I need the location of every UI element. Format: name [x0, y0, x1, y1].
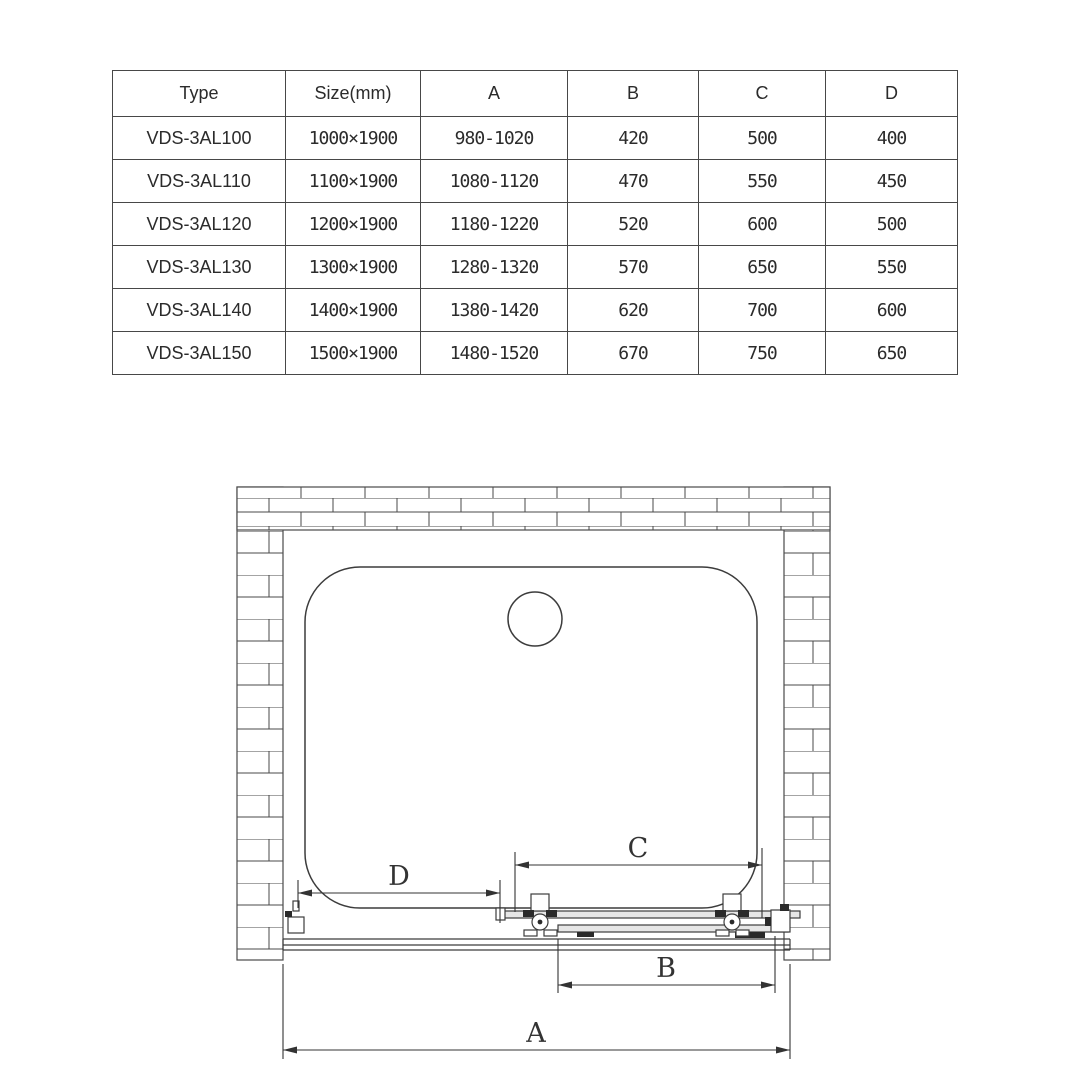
cell-type: VDS-3AL150 [113, 332, 286, 375]
table-row [113, 289, 958, 332]
drain-circle [508, 592, 562, 646]
col-header-size: Size(mm) [286, 71, 421, 117]
table-row [113, 332, 958, 375]
cell-d: 600 [826, 289, 958, 332]
cell-c: 550 [699, 160, 826, 203]
col-header-a: A [421, 71, 568, 117]
cell-c: 650 [699, 246, 826, 289]
cell-d: 650 [826, 332, 958, 375]
cell-b: 570 [568, 246, 699, 289]
dim-label-d: D [388, 861, 410, 892]
cell-c: 700 [699, 289, 826, 332]
cell-a: 1480-1520 [421, 332, 568, 375]
cell-size: 1000×1900 [286, 117, 421, 160]
cell-b: 620 [568, 289, 699, 332]
cell-d: 500 [826, 203, 958, 246]
dimension-a [283, 964, 790, 1059]
wall-left [237, 487, 283, 960]
col-header-type: Type [113, 71, 286, 117]
cell-type: VDS-3AL140 [113, 289, 286, 332]
cell-size: 1500×1900 [286, 332, 421, 375]
cell-size: 1100×1900 [286, 160, 421, 203]
dim-label-a: A [526, 1018, 546, 1049]
table-row [113, 246, 958, 289]
installation-diagram [230, 480, 850, 1080]
cell-b: 420 [568, 117, 699, 160]
cell-type: VDS-3AL110 [113, 160, 286, 203]
cell-a: 1180-1220 [421, 203, 568, 246]
wall-profile-left [285, 901, 304, 933]
col-header-d: D [826, 71, 958, 117]
table-row [113, 203, 958, 246]
dim-label-c: C [627, 833, 649, 864]
cell-size: 1300×1900 [286, 246, 421, 289]
spec-table [112, 70, 958, 375]
wall-top [237, 487, 830, 530]
col-header-c: C [699, 71, 826, 117]
cell-b: 520 [568, 203, 699, 246]
bottom-rail [283, 939, 790, 950]
table-header-row [113, 71, 958, 117]
cell-c: 750 [699, 332, 826, 375]
cell-b: 470 [568, 160, 699, 203]
wall-right [784, 487, 830, 960]
sliding-glass-door [558, 925, 788, 938]
cell-c: 500 [699, 117, 826, 160]
table-row [113, 160, 958, 203]
cell-d: 400 [826, 117, 958, 160]
cell-a: 1080-1120 [421, 160, 568, 203]
cell-a: 1380-1420 [421, 289, 568, 332]
table-row [113, 117, 958, 160]
cell-size: 1200×1900 [286, 203, 421, 246]
cell-a: 1280-1320 [421, 246, 568, 289]
cell-type: VDS-3AL100 [113, 117, 286, 160]
cell-d: 450 [826, 160, 958, 203]
col-header-b: B [568, 71, 699, 117]
cell-type: VDS-3AL130 [113, 246, 286, 289]
cell-a: 980-1020 [421, 117, 568, 160]
cell-type: VDS-3AL120 [113, 203, 286, 246]
cell-d: 550 [826, 246, 958, 289]
cell-size: 1400×1900 [286, 289, 421, 332]
cell-c: 600 [699, 203, 826, 246]
cell-b: 670 [568, 332, 699, 375]
dim-label-b: B [656, 953, 676, 984]
